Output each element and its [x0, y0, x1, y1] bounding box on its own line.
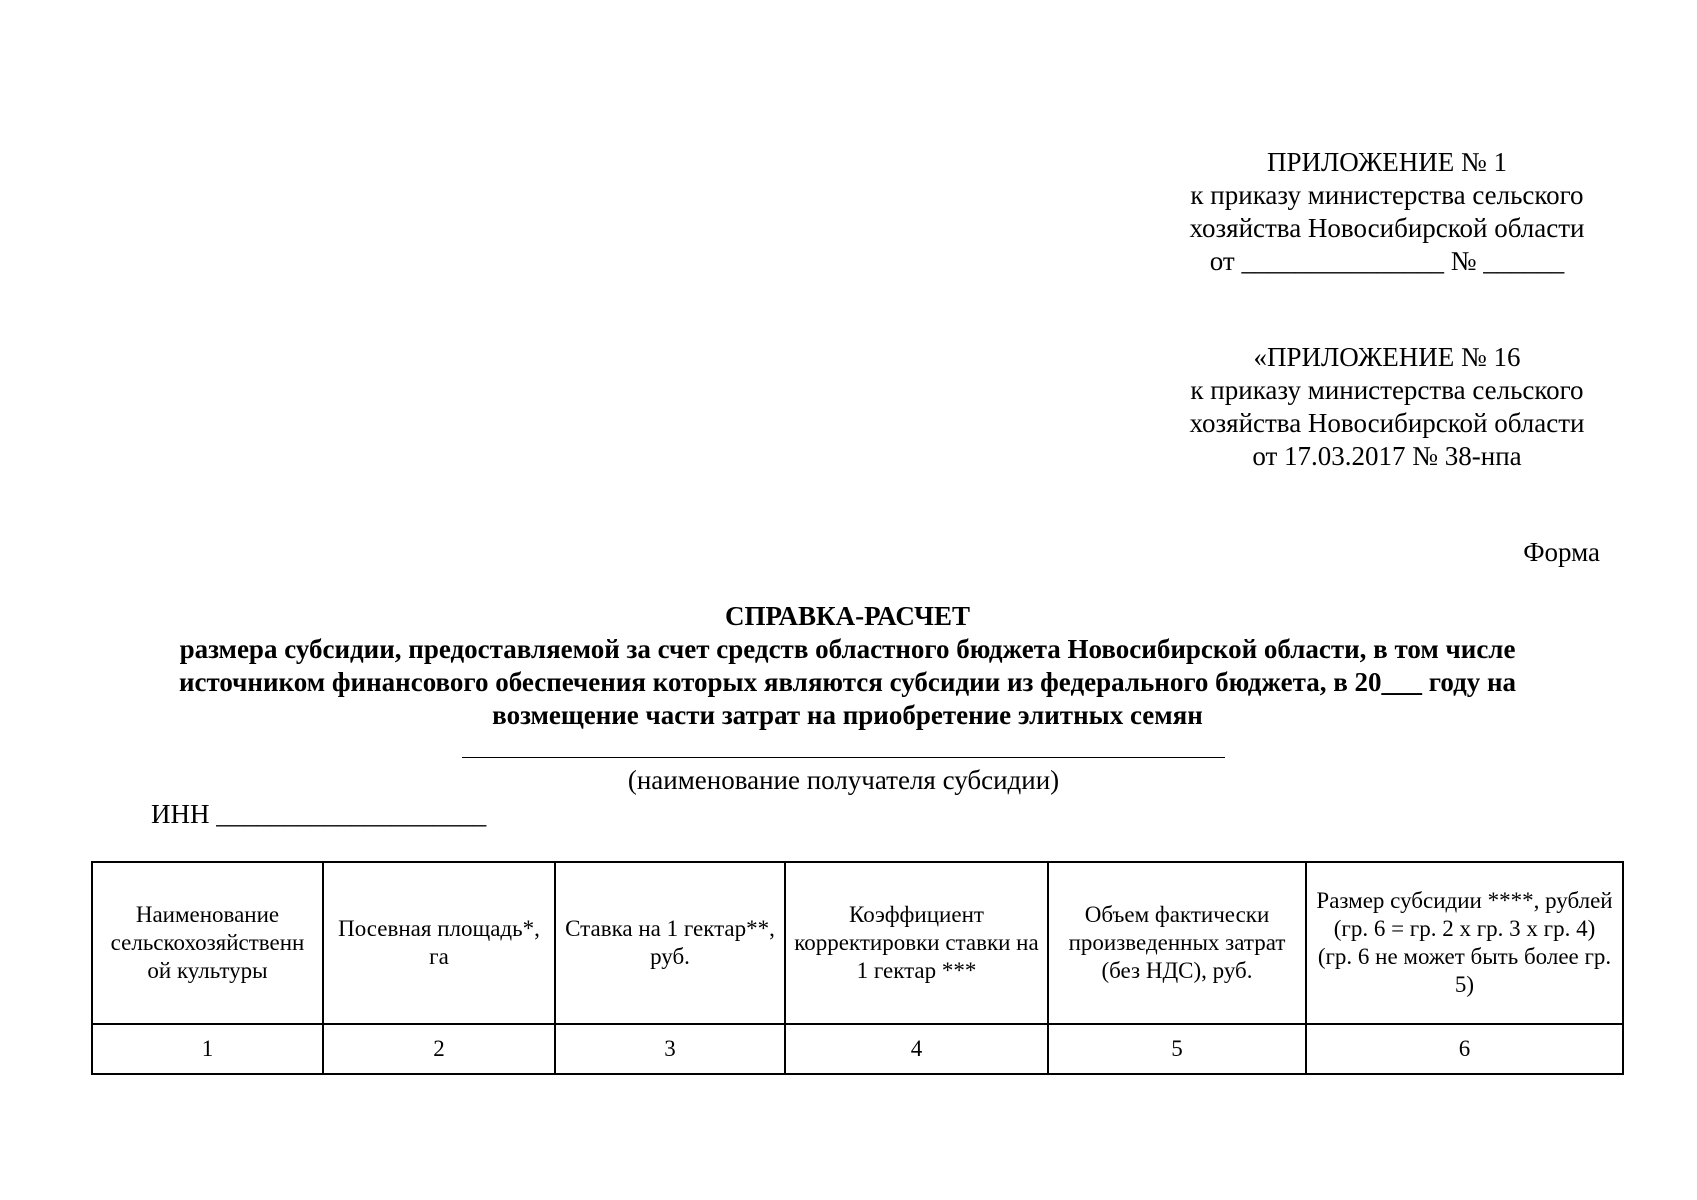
column-number: 3 [555, 1024, 785, 1074]
annex-1-date-number: от _______________ № ______ [1209, 246, 1565, 276]
column-number: 4 [785, 1024, 1048, 1074]
column-number: 2 [323, 1024, 555, 1074]
annex-1-order-ref: к приказу министерства сельского [1190, 180, 1584, 210]
document-title-block [90, 600, 1605, 732]
annex-1-title: ПРИЛОЖЕНИЕ № 1 [1266, 147, 1508, 177]
document-subtitle-line-2: источником финансового обеспечения которых являются субсидии из федерального бюджета, в 20___ году на [178, 667, 1517, 697]
table-row [92, 1024, 1623, 1074]
annex-16-date-number: от 17.03.2017 № 38-нпа [1252, 441, 1522, 471]
table-header-row [92, 862, 1623, 1024]
annex-16-ministry: хозяйства Новосибирской области [1189, 408, 1585, 438]
document-subtitle-line-3: возмещение части затрат на приобретение элитных семян [492, 700, 1203, 730]
annex-1-block [1167, 146, 1607, 278]
recipient-name-line [462, 757, 1225, 758]
header-rate-per-hectare: Ставка на 1 гектар**, руб. [555, 862, 785, 1024]
header-sown-area: Посевная площадь*, га [323, 862, 555, 1024]
header-crop-name: Наименование сельскохозяйственн ой культуры [92, 862, 323, 1024]
document-subtitle-line-1: размера субсидии, предоставляемой за счет средств областного бюджета Новосибирской области, в том числе [179, 634, 1516, 664]
column-number: 1 [92, 1024, 323, 1074]
subsidy-calculation-table [91, 861, 1624, 1075]
column-number: 6 [1306, 1024, 1623, 1074]
header-subsidy-amount: Размер субсидии ****, рублей (гр. 6 = гр. 2 x гр. 3 x гр. 4) (гр. 6 не может быть более гр. 5) [1306, 862, 1623, 1024]
header-adjustment-coefficient: Коэффициент корректировки ставки на 1 гектар *** [785, 862, 1048, 1024]
form-label: Форма [1523, 537, 1600, 567]
recipient-caption: (наименование получателя субсидии) [627, 765, 1060, 795]
annex-16-title: «ПРИЛОЖЕНИЕ № 16 [1253, 342, 1521, 372]
column-number: 5 [1048, 1024, 1306, 1074]
document-heading: СПРАВКА-РАСЧЕТ [725, 601, 970, 631]
header-actual-costs: Объем фактически произведенных затрат (без НДС), руб. [1048, 862, 1306, 1024]
annex-1-ministry: хозяйства Новосибирской области [1189, 213, 1585, 243]
annex-16-order-ref: к приказу министерства сельского [1190, 375, 1584, 405]
inn-field: ИНН ____________________ [151, 799, 487, 829]
annex-16-block [1167, 341, 1607, 473]
